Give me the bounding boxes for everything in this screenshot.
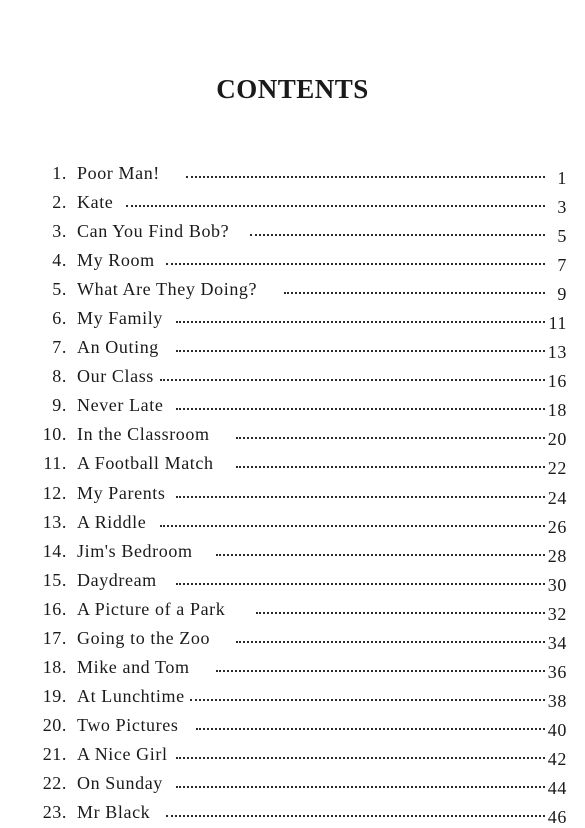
entry-title: An Outing	[77, 337, 163, 358]
entry-number: 3.	[52, 221, 67, 242]
entry-title: Kate	[77, 192, 117, 213]
entry-number: 7.	[52, 337, 67, 358]
entry-title: Poor Man!	[77, 163, 164, 184]
entry-title: My Room	[77, 250, 159, 271]
entry-title: At Lunchtime	[77, 686, 189, 707]
dot-leader	[126, 205, 545, 207]
toc-entry	[0, 276, 585, 305]
dot-leader	[160, 379, 545, 381]
toc-entry	[0, 480, 585, 509]
entry-title: A Nice Girl	[77, 744, 172, 765]
dot-leader	[176, 350, 545, 352]
dot-leader	[256, 612, 545, 614]
dot-leader	[176, 786, 545, 788]
entry-page: 28	[547, 545, 567, 566]
entry-number: 2.	[52, 192, 67, 213]
entry-page: 42	[547, 748, 567, 769]
entry-page: 7	[557, 255, 567, 276]
dot-leader	[160, 525, 545, 527]
entry-page: 32	[547, 603, 567, 624]
entry-number: 23.	[42, 802, 67, 823]
entry-page: 13	[547, 342, 567, 363]
toc-entry	[0, 538, 585, 567]
entry-title: What Are They Doing?	[77, 279, 261, 300]
dot-leader	[250, 234, 545, 236]
entry-title: Can You Find Bob?	[77, 221, 233, 242]
dot-leader	[176, 583, 545, 585]
entry-title: A Riddle	[77, 512, 150, 533]
toc-entry	[0, 392, 585, 421]
dot-leader	[236, 466, 545, 468]
toc-entry	[0, 654, 585, 683]
dot-leader	[284, 292, 545, 294]
dot-leader	[176, 496, 545, 498]
entry-number: 1.	[52, 163, 67, 183]
entry-number: 22.	[42, 772, 67, 793]
dot-leader	[176, 757, 545, 759]
dot-leader	[236, 641, 545, 643]
entry-page: 22	[547, 458, 567, 479]
dot-leader	[166, 815, 545, 817]
entry-number: 4.	[52, 250, 67, 271]
entry-page: 16	[547, 371, 567, 392]
dot-leader	[216, 554, 545, 556]
entry-title: My Family	[77, 308, 167, 329]
entry-title: Never Late	[77, 395, 167, 416]
entry-number: 13.	[42, 511, 67, 532]
toc-entry	[0, 334, 585, 363]
entry-title: Jim's Bedroom	[77, 541, 197, 562]
entry-title: In the Classroom	[77, 424, 214, 445]
entry-page: 18	[547, 400, 567, 421]
toc-entry	[0, 160, 585, 189]
dot-leader	[166, 263, 545, 265]
entry-page: 36	[547, 661, 567, 682]
entry-number: 9.	[52, 395, 67, 416]
toc-entry	[0, 509, 585, 538]
entry-title: On Sunday	[77, 773, 167, 794]
toc-entry	[0, 567, 585, 596]
entry-title: Our Class	[77, 366, 158, 387]
toc-entry	[0, 799, 585, 828]
toc-entry	[0, 596, 585, 625]
dot-leader	[236, 437, 545, 439]
entry-number: 12.	[42, 482, 67, 503]
entry-number: 6.	[52, 308, 67, 329]
dot-leader	[216, 670, 545, 672]
entry-page: 40	[547, 719, 567, 740]
entry-title: A Football Match	[77, 453, 218, 474]
dot-leader	[186, 176, 545, 178]
toc-entry	[0, 683, 585, 712]
toc-entry	[0, 189, 585, 218]
toc-entry	[0, 741, 585, 770]
entry-page: 5	[557, 226, 567, 247]
toc-entry	[0, 421, 585, 450]
entry-number: 15.	[42, 569, 67, 590]
entry-title: Daydream	[77, 570, 161, 591]
entry-page: 34	[547, 632, 567, 653]
entry-page: 3	[557, 197, 567, 218]
entry-page: 30	[547, 574, 567, 595]
toc-entry	[0, 712, 585, 741]
entry-number: 20.	[42, 714, 67, 735]
entry-page: 44	[547, 777, 567, 798]
entry-title: Mike and Tom	[77, 657, 194, 678]
entry-title: Mr Black	[77, 802, 154, 823]
entry-number: 10.	[42, 424, 67, 445]
toc-entry	[0, 450, 585, 479]
toc-entry	[0, 363, 585, 392]
dot-leader	[190, 699, 545, 701]
entry-number: 8.	[52, 366, 67, 387]
toc-entry	[0, 247, 585, 276]
dot-leader	[176, 321, 545, 323]
entry-number: 5.	[52, 279, 67, 300]
entry-title: A Picture of a Park	[77, 599, 229, 620]
entry-page: 9	[557, 284, 567, 305]
entry-number: 17.	[42, 627, 67, 648]
entry-page: 11	[548, 313, 567, 334]
entry-number: 14.	[42, 540, 67, 561]
entry-page: 24	[547, 487, 567, 508]
toc-entry	[0, 770, 585, 799]
dot-leader	[176, 408, 545, 410]
toc-entry	[0, 625, 585, 654]
entry-number: 16.	[42, 598, 67, 619]
entry-page: 26	[547, 516, 567, 537]
page-title: CONTENTS	[216, 74, 369, 104]
entry-number: 19.	[42, 685, 67, 706]
entry-page: 1	[557, 168, 567, 188]
entry-title: Going to the Zoo	[77, 628, 214, 649]
entry-page: 38	[547, 690, 567, 711]
entry-number: 21.	[42, 743, 67, 764]
entry-title: Two Pictures	[77, 715, 182, 736]
table-of-contents	[0, 160, 585, 828]
toc-entry	[0, 305, 585, 334]
entry-page: 46	[547, 807, 567, 828]
entry-number: 18.	[42, 656, 67, 677]
toc-entry	[0, 218, 585, 247]
entry-page: 20	[547, 429, 567, 450]
dot-leader	[196, 728, 545, 730]
entry-number: 11.	[43, 453, 67, 474]
entry-title: My Parents	[77, 483, 170, 504]
